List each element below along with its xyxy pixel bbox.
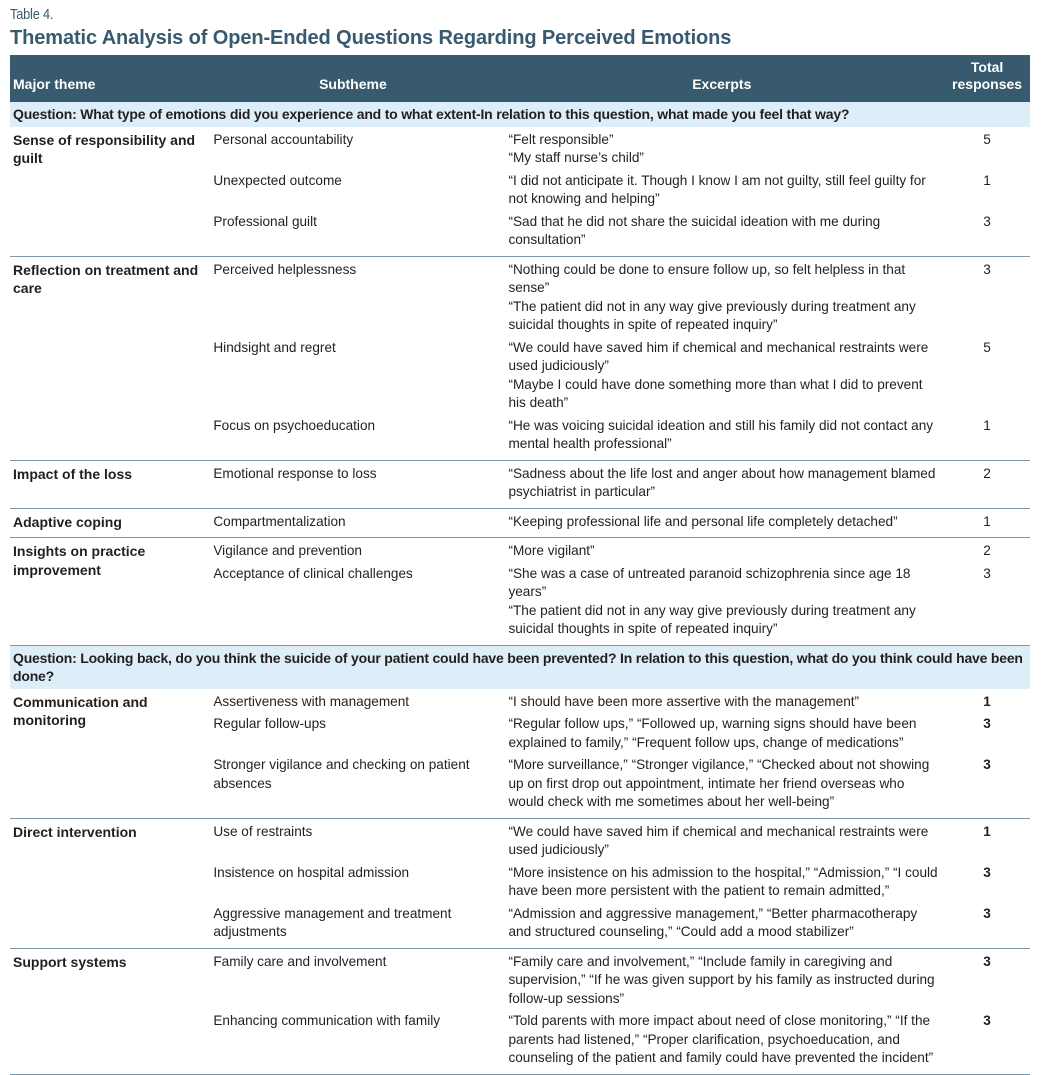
- header-subtheme: Subtheme: [206, 55, 499, 102]
- excerpt: “More insistence on his admission to the hospital,” “Admission,” “I could have been more persistent with the patient to remain admitted,”: [508, 864, 938, 898]
- subtheme: Aggressive management and treatment adjustments: [206, 901, 499, 949]
- excerpt: “Regular follow ups,” “Followed up, warning signs should have been explained to family,” “Frequent follow ups, change of medications”: [508, 716, 917, 750]
- subtheme: Family care and involvement: [213, 953, 387, 969]
- table-row: [10, 508, 1030, 538]
- excerpt: “More vigilant”: [508, 543, 595, 558]
- excerpt: “More surveillance,” “Stronger vigilance,” “Checked about not showing up on first drop out appointment, intimate her friend overseas who would check with me sometimes about her well-being”: [508, 757, 930, 809]
- total-responses: 2: [983, 543, 991, 558]
- table-row: [10, 948, 1030, 1008]
- total-responses: 1: [983, 172, 991, 188]
- excerpt: “Sadness about the life lost and anger about how management blamed psychiatrist in particular”: [508, 465, 936, 499]
- subtheme: Professional guilt: [206, 209, 499, 257]
- table-row: [10, 127, 1030, 168]
- excerpts: [499, 901, 944, 949]
- subtheme: Acceptance of clinical challenges: [206, 561, 499, 646]
- excerpt: “Nothing could be done to ensure follow up, so felt helpless in that sense”: [508, 261, 906, 295]
- subtheme: Stronger vigilance and checking on patient absences: [206, 752, 499, 818]
- excerpt: “Maybe I could have done something more than what I did to prevent his death”: [508, 376, 923, 410]
- table-title: Thematic Analysis of Open-Ended Questions Regarding Perceived Emotions: [10, 27, 732, 49]
- excerpt: “Admission and aggressive management,” “Better pharmacotherapy and structured counseling,” “Could add a mood stabilizer”: [508, 905, 918, 939]
- total-responses: 2: [944, 460, 1030, 508]
- excerpt: “Keeping professional life and personal life completely detached”: [508, 513, 898, 529]
- excerpt: “My staff nurse’s child”: [508, 150, 644, 165]
- major-theme: Impact of the loss: [10, 460, 206, 508]
- excerpts: [499, 860, 944, 901]
- major-theme: Support systems: [10, 948, 206, 1074]
- table-row: [10, 689, 1030, 712]
- excerpt: “I should have been more assertive with the management”: [508, 693, 860, 709]
- total-responses: 3: [944, 901, 1030, 949]
- excerpt: “He was voicing suicidal ideation and still his family did not contact any mental health professional”: [508, 417, 934, 451]
- excerpt: “Felt responsible”: [508, 131, 614, 147]
- excerpt: “I did not anticipate it. Though I know I am not guilty, still feel guilty for not knowing and helping”: [508, 172, 926, 206]
- excerpts: [499, 168, 944, 209]
- total-responses: 3: [944, 209, 1030, 257]
- subtheme: Regular follow-ups: [213, 716, 326, 731]
- subtheme: Vigilance and prevention: [213, 543, 362, 558]
- excerpts: [499, 335, 944, 413]
- thematic-analysis-table: [10, 55, 1030, 1075]
- total-responses: 1: [944, 508, 1030, 538]
- total-responses: 5: [983, 339, 991, 355]
- excerpts: [499, 711, 944, 752]
- total-responses: 3: [983, 864, 991, 880]
- excerpts: [499, 256, 944, 335]
- table-row: [10, 818, 1030, 860]
- total-responses: 3: [944, 561, 1030, 646]
- excerpts: [499, 1008, 944, 1074]
- subtheme: Perceived helplessness: [213, 261, 357, 277]
- table-body: [10, 102, 1030, 1074]
- excerpts: [499, 127, 944, 168]
- excerpt: “The patient did not in any way give previously during treatment any suicidal thoughts in spite of repeated inquiry”: [508, 602, 916, 636]
- table-label: Table 4.: [10, 6, 54, 23]
- excerpt: “Family care and involvement,” “Include family in caregiving and supervision,” “If he was given support by his family as instructed during follow-up sessions”: [508, 953, 935, 1006]
- subtheme: Emotional response to loss: [206, 460, 499, 508]
- total-responses: 3: [983, 716, 991, 731]
- excerpts: [499, 508, 944, 538]
- excerpts: [499, 752, 944, 818]
- total-responses: 3: [944, 752, 1030, 818]
- header-row: [10, 55, 1030, 102]
- excerpts: [499, 818, 944, 860]
- major-theme: Communication and monitoring: [10, 689, 206, 819]
- total-responses: 3: [983, 953, 991, 969]
- excerpt: “She was a case of untreated paranoid schizophrenia since age 18 years”: [508, 565, 911, 599]
- subtheme: Focus on psychoeducation: [206, 413, 499, 461]
- question-text: Question: What type of emotions did you experience and to what extent-In relation to this question, what made you feel that way?: [10, 102, 1030, 127]
- subtheme: Insistence on hospital admission: [213, 864, 410, 880]
- subtheme: Compartmentalization: [206, 508, 499, 538]
- total-responses: 1: [983, 693, 991, 709]
- question-row: [10, 645, 1030, 689]
- major-theme: Reflection on treatment and care: [10, 256, 206, 460]
- subtheme: Hindsight and regret: [213, 339, 336, 355]
- subtheme: Use of restraints: [213, 823, 313, 839]
- excerpts: [499, 561, 944, 646]
- total-responses: 5: [983, 131, 991, 147]
- excerpts: [499, 209, 944, 257]
- subtheme: Personal accountability: [213, 131, 354, 147]
- header-major-theme: Major theme: [10, 55, 206, 102]
- total-responses: 1: [983, 823, 991, 839]
- excerpts: [499, 460, 944, 508]
- question-row: [10, 102, 1030, 127]
- header-excerpts: Excerpts: [499, 55, 944, 102]
- total-responses: 3: [944, 1008, 1030, 1074]
- excerpt: “We could have saved him if chemical and mechanical restraints were used judiciously”: [508, 339, 929, 373]
- table-row: [10, 256, 1030, 335]
- excerpts: [499, 413, 944, 461]
- subtheme: Unexpected outcome: [213, 172, 342, 188]
- subtheme: Assertiveness with management: [213, 693, 410, 709]
- excerpts: [499, 948, 944, 1008]
- excerpt: “The patient did not in any way give previously during treatment any suicidal thoughts in spite of repeated inquiry”: [508, 298, 916, 332]
- major-theme: Adaptive coping: [10, 508, 206, 538]
- total-responses: 1: [944, 413, 1030, 461]
- excerpt: “Told parents with more impact about need of close monitoring,” “If the parents had listened,” “Proper clarification, psychoeducation, and counseling of the patient and family could have prevented the incident”: [508, 1013, 934, 1065]
- excerpt: “We could have saved him if chemical and mechanical restraints were used judiciously”: [508, 823, 929, 857]
- subtheme: Enhancing communication with family: [206, 1008, 499, 1074]
- major-theme: Direct intervention: [10, 818, 206, 948]
- major-theme: Insights on practice improvement: [10, 538, 206, 646]
- excerpt: “Sad that he did not share the suicidal ideation with me during consultation”: [508, 213, 881, 247]
- table-figure: [10, 6, 1030, 1075]
- excerpts: [499, 538, 944, 561]
- major-theme: Sense of responsibility and guilt: [10, 127, 206, 257]
- table-row: [10, 538, 1030, 561]
- header-total-responses: Total responses: [944, 55, 1030, 102]
- table-row: [10, 460, 1030, 508]
- excerpts: [499, 689, 944, 712]
- question-text: Question: Looking back, do you think the suicide of your patient could have been prevented? In relation to this question, what do you think could have been done?: [10, 645, 1030, 689]
- total-responses: 3: [983, 261, 991, 277]
